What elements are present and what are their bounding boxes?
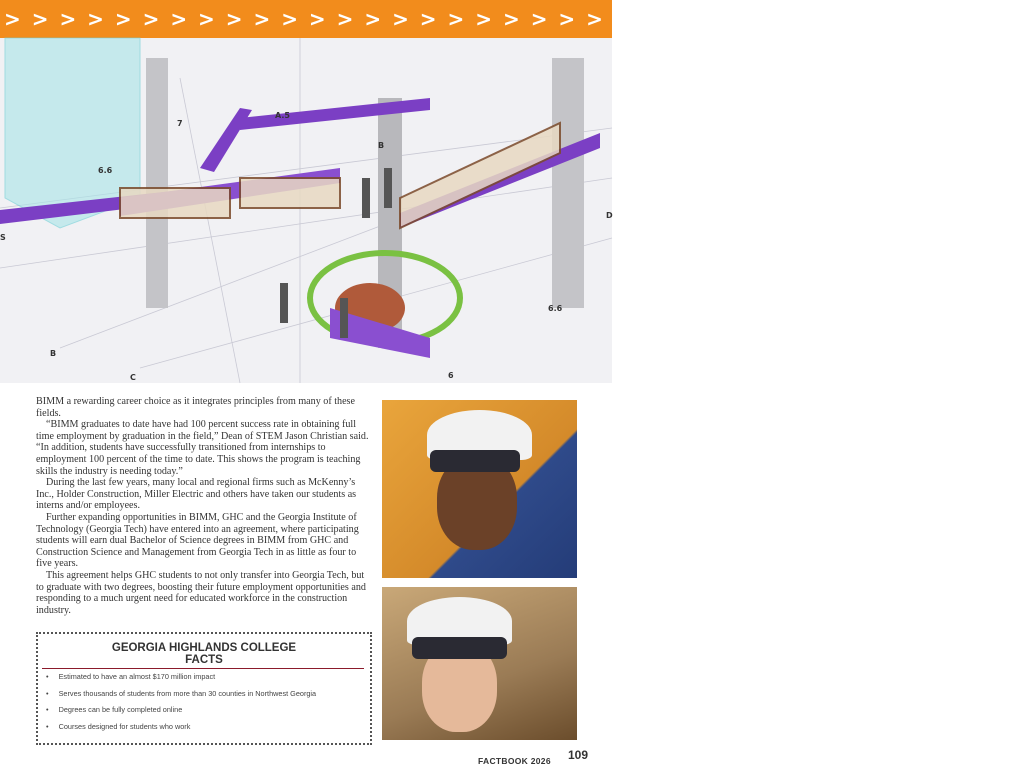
svg-text:C: C	[130, 373, 136, 382]
chevron-banner: > > > > > > > > > > > > > > > > > > > > > > > > > > > > > > > > > > > > >	[0, 0, 612, 38]
photo-woman-ar-headset	[382, 587, 577, 740]
svg-text:6: 6	[448, 371, 454, 380]
page-number: 109	[568, 748, 589, 762]
paragraph: This agreement helps GHC students to not only transfer into Georgia Tech, but to graduate with two degrees, boosting their future employment opportunities and responding to a much urgent need for educated workforce in the construction industry.	[36, 569, 366, 616]
publication-name: FACTBOOK 2026	[478, 756, 551, 766]
svg-text:B: B	[378, 141, 385, 150]
article-body	[36, 396, 372, 616]
paragraph: BIMM a rewarding career choice as it integrates principles from many of these fields.	[36, 396, 355, 419]
svg-text:B: B	[50, 349, 57, 358]
facts-title: GEORGIA HIGHLANDS COLLEGE FACTS	[111, 642, 297, 666]
facts-box	[36, 632, 372, 745]
fact-item: • Courses designed for students who work	[46, 719, 370, 736]
fact-item: • Degrees can be fully completed online	[46, 702, 370, 719]
photo-student-ar-headset	[382, 400, 577, 578]
svg-text:6.6: 6.6	[548, 304, 563, 313]
grid-label: A.5	[275, 111, 290, 120]
svg-text:7: 7	[177, 119, 183, 128]
svg-text:D: D	[606, 211, 613, 220]
svg-text:6.6: 6.6	[98, 166, 113, 175]
fact-item: • Serves thousands of students from more than 30 counties in Northwest Georgia	[46, 686, 370, 703]
paragraph: “BIMM graduates to date have had 100 percent success rate in obtaining full time employment by graduation in the field,” Dean of STEM Jason Christian said. “In addition, students have successfully transitioned from internships to employment 100 percent of the time to date. This shows the program is teaching skills the industry is needing today.”	[36, 419, 369, 477]
page-footer	[478, 748, 589, 769]
svg-text:S: S	[0, 233, 6, 242]
paragraph: Further expanding opportunities in BIMM, GHC and the Georgia Institute of Technology (Georgia Tech) have entered into an agreement, where participating students will earn dual Bachelor of Science degrees in BIMM from GHC and Construction Science and Management from Georgia Tech in as little as four to five years.	[36, 511, 359, 570]
bim-stair-illustration	[0, 38, 612, 383]
paragraph: During the last few years, many local and regional firms such as McKenny’s Inc., Holder Construction, Miller Electric and others have taken our students as interns and/or employees.	[36, 477, 357, 512]
fact-item: • Estimated to have an almost $170 million impact	[46, 669, 370, 686]
